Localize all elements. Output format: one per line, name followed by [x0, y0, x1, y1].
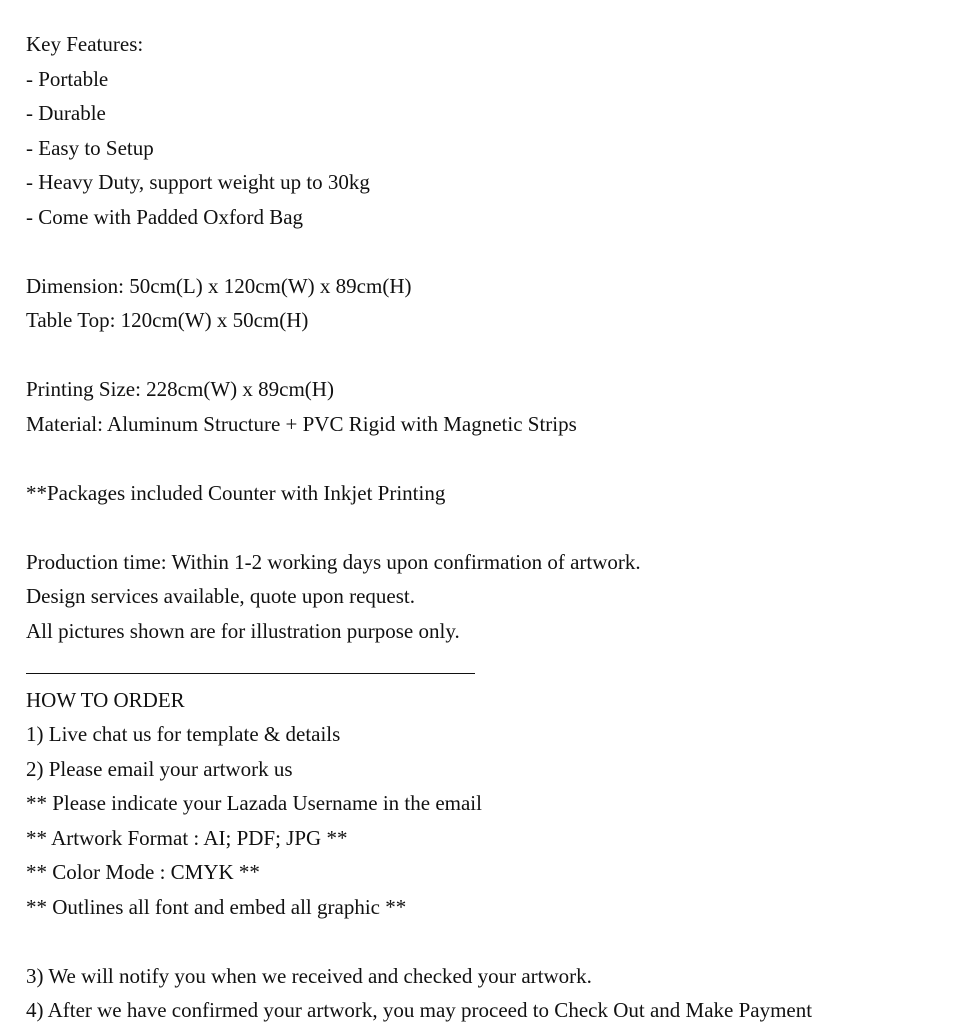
spec-table-top: Table Top: 120cm(W) x 50cm(H)	[26, 308, 309, 332]
section-divider	[26, 648, 946, 683]
production-time: Production time: Within 1-2 working days upon confirmation of artwork.	[26, 549, 641, 574]
design-services-note: Design services available, quote upon request.	[26, 584, 415, 608]
features-heading: Key Features:	[26, 32, 144, 56]
spacer	[26, 338, 946, 373]
spec-dimension: Dimension: 50cm(L) x 120cm(W) x 89cm(H)	[26, 273, 412, 298]
spacer	[26, 234, 946, 269]
feature-item: - Easy to Setup	[26, 135, 154, 160]
order-note: ** Please indicate your Lazada Username in the email	[26, 791, 482, 815]
feature-item: - Come with Padded Oxford Bag	[26, 204, 304, 229]
order-note: ** Artwork Format : AI; PDF; JPG **	[26, 825, 348, 850]
illustration-disclaimer: All pictures shown are for illustration purpose only.	[26, 618, 460, 643]
feature-item: - Portable	[26, 66, 109, 91]
package-note: **Packages included Counter with Inkjet Printing	[26, 480, 446, 505]
feature-item: - Durable	[26, 101, 106, 125]
order-note: ** Color Mode : CMYK **	[26, 860, 260, 884]
order-step-2: 2) Please email your artwork us	[26, 756, 293, 781]
order-step-1: 1) Live chat us for template & details	[26, 722, 341, 746]
spacer	[26, 510, 946, 545]
order-step-4: 4) After we have confirmed your artwork, you may proceed to Check Out and Make Payment	[26, 998, 813, 1022]
order-step-3: 3) We will notify you when we received and checked your artwork.	[26, 963, 592, 988]
product-description	[26, 27, 946, 1028]
spec-printing-size: Printing Size: 228cm(W) x 89cm(H)	[26, 377, 334, 401]
spacer	[26, 441, 946, 476]
order-note: ** Outlines all font and embed all graphic **	[26, 894, 407, 919]
spec-material: Material: Aluminum Structure + PVC Rigid with Magnetic Strips	[26, 411, 577, 436]
order-heading: HOW TO ORDER	[26, 687, 185, 712]
spacer	[26, 924, 946, 959]
feature-item: - Heavy Duty, support weight up to 30kg	[26, 170, 370, 194]
